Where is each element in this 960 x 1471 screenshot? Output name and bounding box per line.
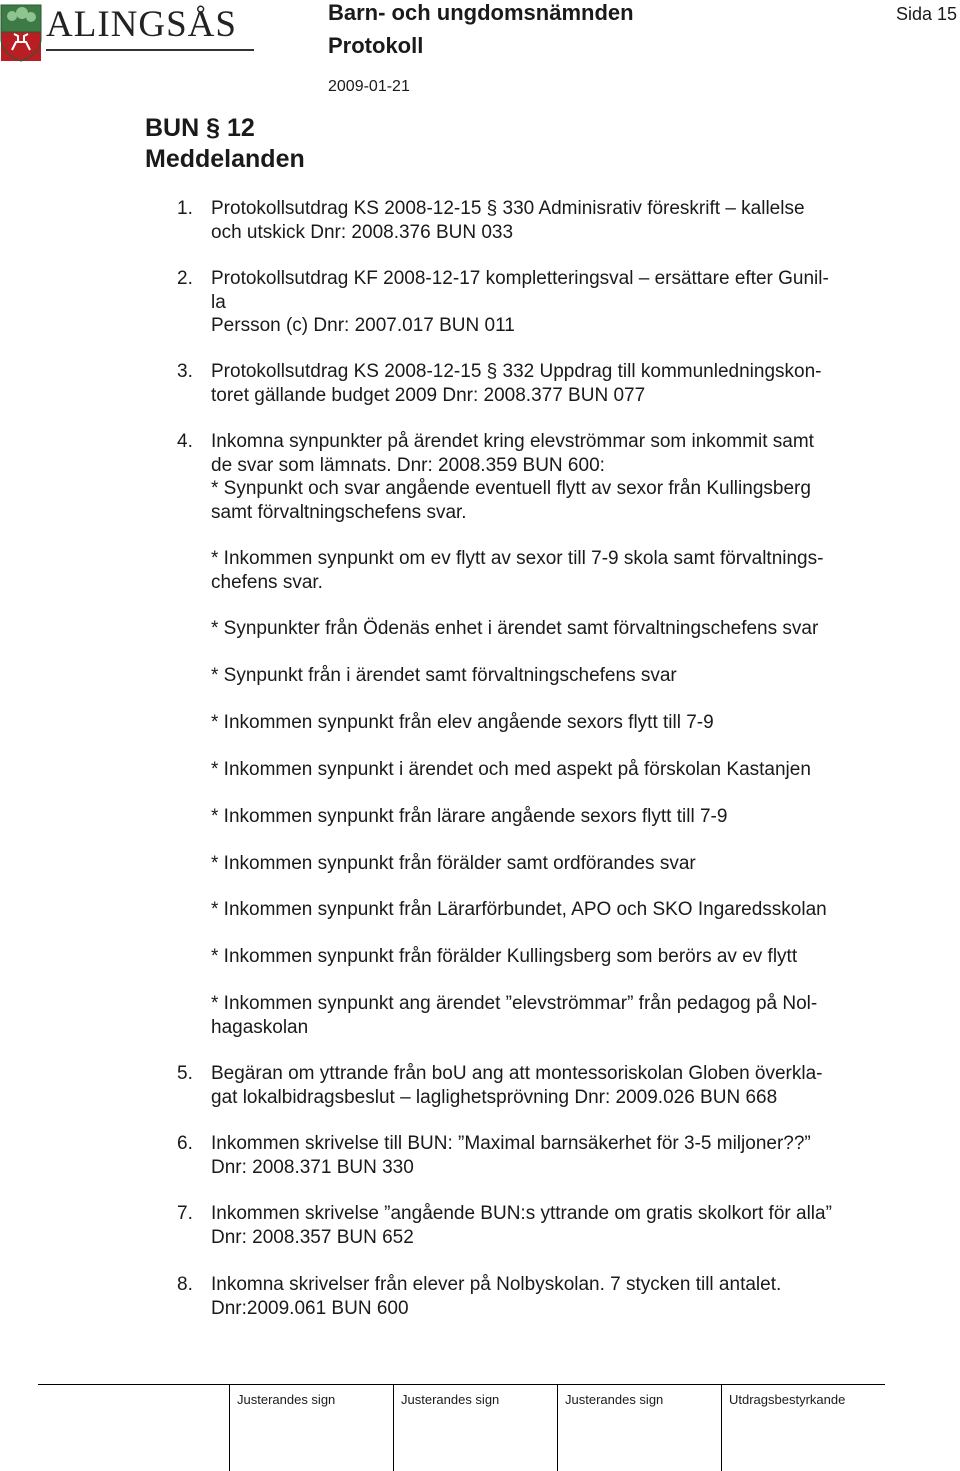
item-text	[211, 1062, 891, 1109]
item-text-line: Persson (c) Dnr: 2007.017 BUN 011	[211, 315, 515, 336]
item-text	[211, 430, 891, 524]
item-number: 2.	[177, 268, 193, 289]
item-text-line: * Inkommen synpunkt från förälder samt ordförandes svar	[211, 853, 696, 874]
item-text-line: Dnr: 2008.357 BUN 652	[211, 1226, 414, 1248]
signature-divider	[393, 1385, 394, 1471]
item-text-line: * Inkommen synpunkt från Lärarförbundet, APO och SKO Ingaredsskolan	[211, 899, 827, 920]
item-text-line: hagaskolan	[211, 1016, 309, 1038]
alingsas-logo	[0, 4, 260, 62]
item-text	[211, 711, 891, 735]
document-type: Protokoll	[328, 33, 424, 58]
item-text-line: Inkommen skrivelse ”angående BUN:s yttrande om gratis skolkort för alla”	[211, 1203, 832, 1224]
signature-divider	[721, 1385, 722, 1471]
item-text-line: Inkommen skrivelse till BUN: ”Maximal barnsäkerhet för 3-5 miljoner??”	[211, 1133, 811, 1154]
signature-rule	[38, 1384, 885, 1385]
item-number: 1.	[177, 198, 193, 219]
item-text	[211, 1132, 891, 1179]
item-text-line: Inkomna synpunkter på ärendet kring elevströmmar som inkommit samt	[211, 431, 814, 452]
item-text-line: och utskick Dnr: 2008.376 BUN 033	[211, 221, 514, 243]
item-text-line: Inkomna skrivelser från elever på Nolbyskolan. 7 stycken till antalet.	[211, 1274, 782, 1295]
coat-of-arms-icon	[0, 4, 42, 62]
item-number: 3.	[177, 361, 193, 382]
item-text-line: toret gällande budget 2009 Dnr: 2008.377 BUN 077	[211, 384, 646, 406]
signature-divider	[557, 1385, 558, 1471]
item-text-line: Protokollsutdrag KS 2008-12-15 § 330 Adminisrativ föreskrift – kallelse	[211, 198, 805, 219]
item-text-line: * Inkommen synpunkt från förälder Kullingsberg som berörs av ev flytt	[211, 946, 798, 967]
item-text-line: * Synpunkt och svar angående eventuell flytt av sexor från Kullingsberg	[211, 478, 811, 499]
item-text-line: Dnr:2009.061 BUN 600	[211, 1297, 409, 1319]
item-number: 8.	[177, 1274, 193, 1295]
item-text	[211, 1273, 891, 1320]
item-text-line: la	[211, 291, 226, 313]
item-text-line: * Inkommen synpunkt i ärendet och med aspekt på förskolan Kastanjen	[211, 759, 811, 780]
signature-label: Justerandes sign	[237, 1392, 336, 1407]
section-heading	[145, 113, 305, 175]
item-text-line: * Inkommen synpunkt ang ärendet ”elevströmmar” från pedagog på Nol-	[211, 993, 818, 1014]
item-text	[211, 547, 891, 594]
item-number: 5.	[177, 1063, 193, 1084]
item-text-line: Protokollsutdrag KS 2008-12-15 § 332 Uppdrag till kommunledningskon-	[211, 361, 822, 382]
item-text-line: samt förvaltningschefens svar.	[211, 501, 467, 523]
logo-underline	[46, 49, 254, 51]
item-text-line: * Inkommen synpunkt om ev flytt av sexor till 7-9 skola samt förvaltnings-	[211, 548, 824, 569]
item-text	[211, 1202, 891, 1249]
logo-wordmark: ALINGSÅS	[46, 4, 237, 45]
page-number: Sida 15	[896, 4, 958, 24]
item-text-line: Begäran om yttrande från boU ang att montessoriskolan Globen överkla-	[211, 1063, 823, 1084]
item-text	[211, 805, 891, 829]
item-text-line: Dnr: 2008.371 BUN 330	[211, 1156, 414, 1178]
item-text	[211, 945, 891, 969]
certification-label: Utdragsbestyrkande	[729, 1392, 846, 1407]
item-text-line: de svar som lämnats. Dnr: 2008.359 BUN 600:	[211, 454, 605, 476]
item-number: 4.	[177, 431, 193, 452]
item-text-line: chefens svar.	[211, 571, 323, 593]
signature-label: Justerandes sign	[401, 1392, 500, 1407]
meeting-date: 2009-01-21	[328, 78, 410, 95]
signature-label: Justerandes sign	[565, 1392, 664, 1407]
item-text	[211, 758, 891, 782]
item-text	[211, 992, 891, 1039]
section-number: BUN § 12	[145, 114, 255, 142]
item-text-line: * Synpunkt från i ärendet samt förvaltningschefens svar	[211, 665, 677, 686]
item-text-line: gat lokalbidragsbeslut – laglighetsprövning Dnr: 2009.026 BUN 668	[211, 1086, 778, 1108]
signature-divider	[229, 1385, 230, 1471]
item-number: 6.	[177, 1133, 193, 1154]
item-text-line: * Inkommen synpunkt från elev angående sexors flytt till 7-9	[211, 712, 714, 733]
item-text	[211, 360, 891, 407]
organization-name: Barn- och ungdomsnämnden	[328, 0, 634, 25]
item-text	[211, 664, 891, 688]
section-title: Meddelanden	[145, 145, 305, 173]
item-text	[211, 617, 891, 641]
item-text	[211, 197, 891, 244]
item-text	[211, 267, 891, 338]
item-text	[211, 852, 891, 876]
item-number: 7.	[177, 1203, 193, 1224]
item-text-line: * Inkommen synpunkt från lärare angående sexors flytt till 7-9	[211, 806, 728, 827]
item-text-line: Protokollsutdrag KF 2008-12-17 kompletteringsval – ersättare efter Gunil-	[211, 268, 829, 289]
item-text-line: * Synpunkter från Ödenäs enhet i ärendet samt förvaltningschefens svar	[211, 618, 819, 639]
item-text	[211, 898, 891, 922]
